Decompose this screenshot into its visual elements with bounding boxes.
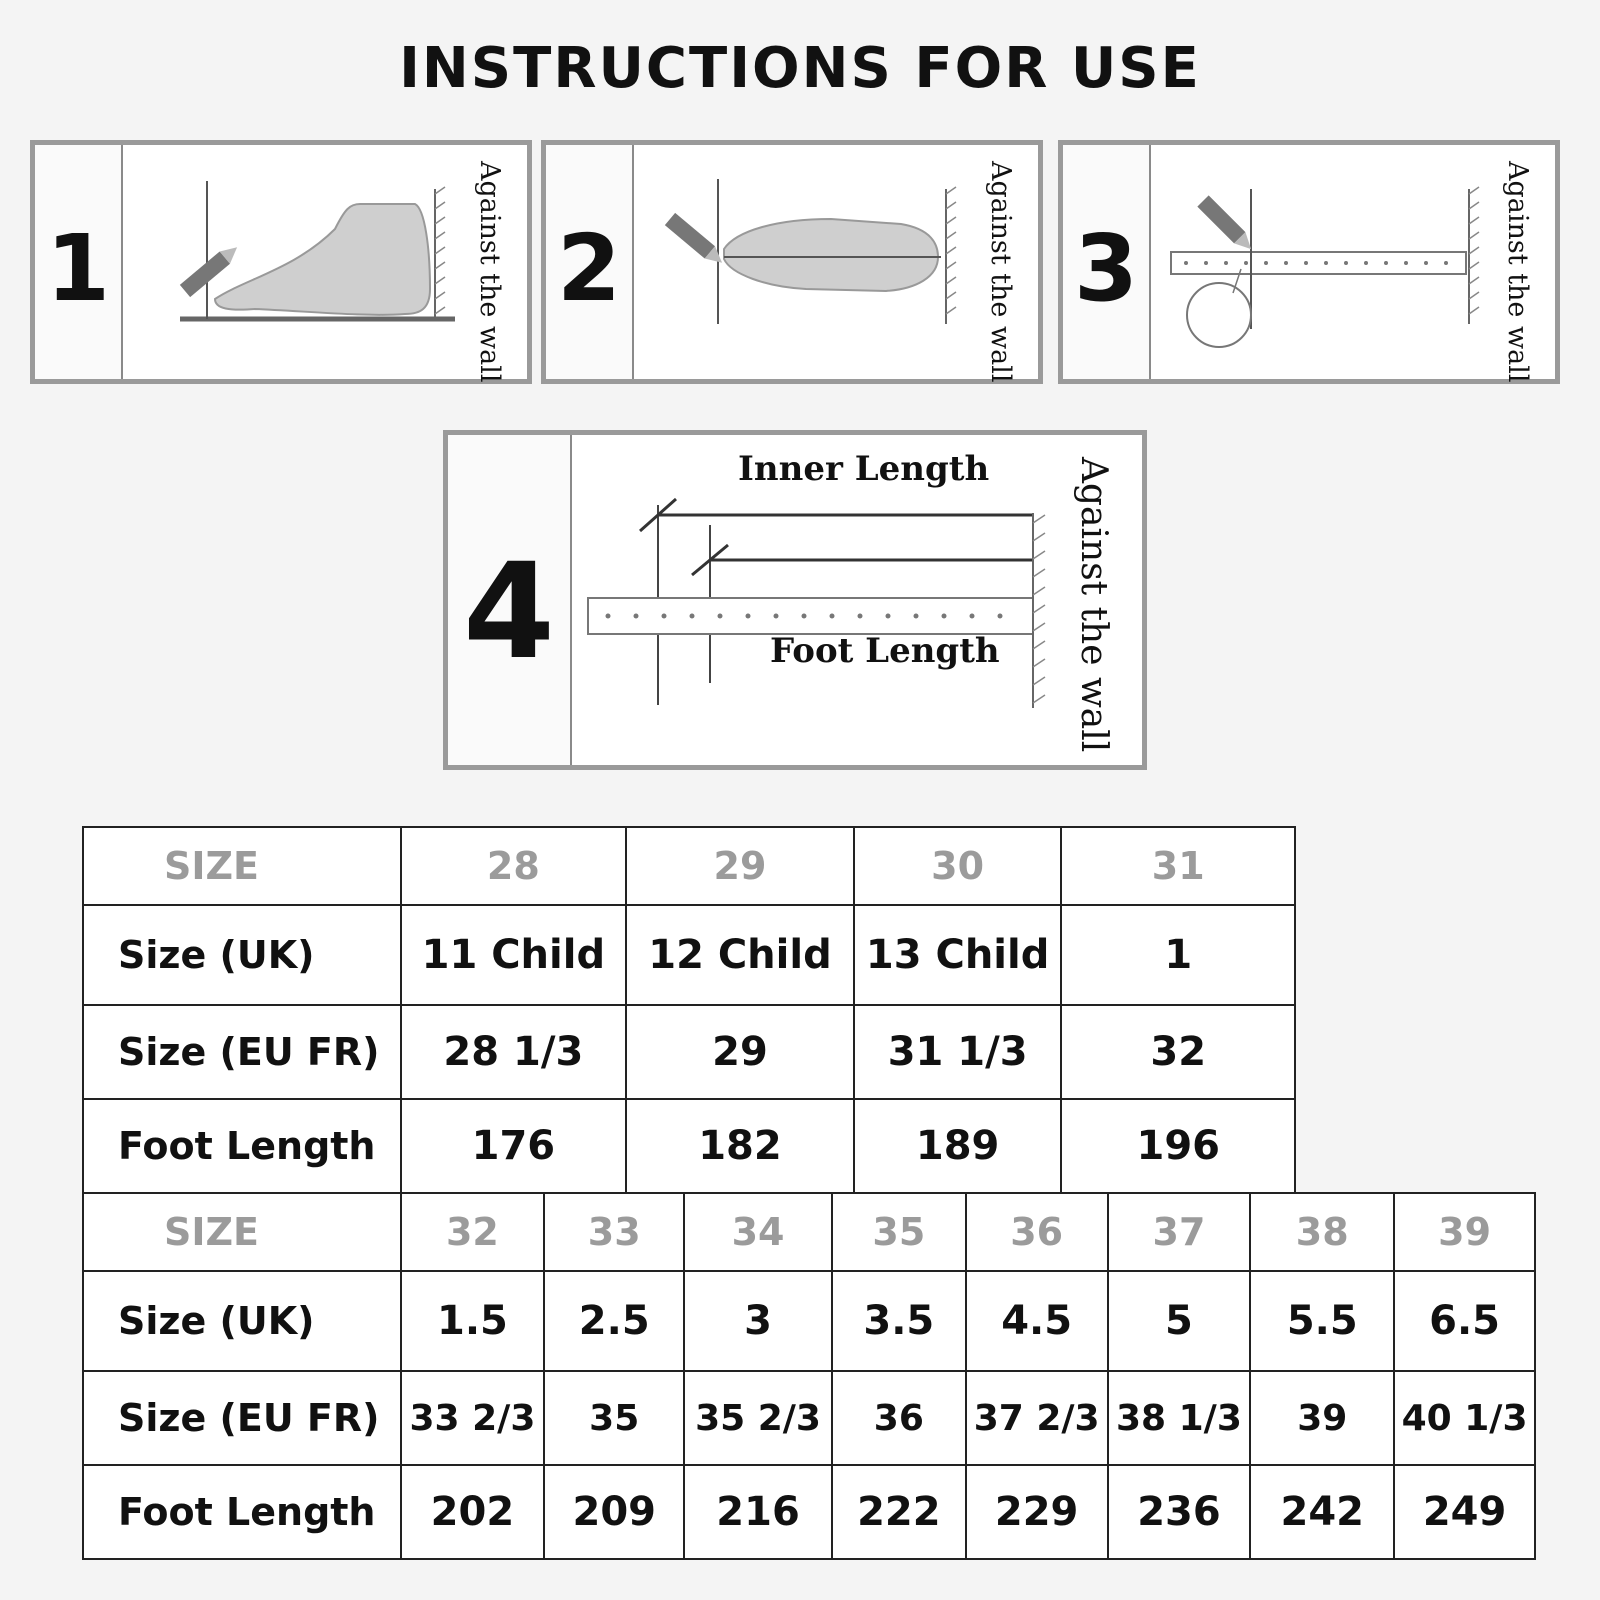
step-3-panel (1058, 140, 1560, 384)
step-number-column (448, 435, 572, 765)
size-cell: 34 (684, 1193, 832, 1271)
step-4-panel (443, 430, 1147, 770)
table-row (83, 1271, 1535, 1371)
size-cell: 37 (1108, 1193, 1251, 1271)
size-cell: 39 (1394, 1193, 1535, 1271)
step-number: 3 (1073, 215, 1138, 322)
inner-length-label: Inner Length (738, 449, 990, 489)
table-cell: 222 (832, 1465, 966, 1559)
table-cell: 4.5 (966, 1271, 1108, 1371)
table-cell: 13 Child (854, 905, 1062, 1005)
foot-top-view-illustration (656, 149, 996, 379)
step-number: 1 (45, 215, 110, 322)
table-row (83, 1099, 1295, 1193)
table-cell: 11 Child (401, 905, 627, 1005)
table-cell: 32 (1061, 1005, 1295, 1099)
size-cell: 28 (401, 827, 627, 905)
table-cell: 202 (401, 1465, 545, 1559)
table-cell: 242 (1250, 1465, 1394, 1559)
table-header-row (83, 827, 1295, 905)
page-title: INSTRUCTIONS FOR USE (399, 36, 1201, 101)
size-table-2 (82, 1192, 1536, 1560)
table-cell: 40 1/3 (1394, 1371, 1535, 1465)
table-cell: 1.5 (401, 1271, 545, 1371)
step-number: 2 (556, 215, 621, 322)
table-cell: 1 (1061, 905, 1295, 1005)
table-cell: 29 (626, 1005, 854, 1099)
row-label: Size (EU FR) (83, 1005, 401, 1099)
step-number-column (546, 145, 634, 379)
step-2-panel (541, 140, 1043, 384)
ruler-measure-illustration (1161, 149, 1501, 379)
table-cell: 196 (1061, 1099, 1295, 1193)
table-row (83, 1465, 1535, 1559)
table-cell: 2.5 (544, 1271, 684, 1371)
table-cell: 38 1/3 (1108, 1371, 1251, 1465)
size-cell: 30 (854, 827, 1062, 905)
size-cell: 36 (966, 1193, 1108, 1271)
table-cell: 236 (1108, 1465, 1251, 1559)
table-cell: 37 2/3 (966, 1371, 1108, 1465)
table-cell: 35 2/3 (684, 1371, 832, 1465)
row-label: Size (UK) (83, 1271, 401, 1371)
table-cell: 28 1/3 (401, 1005, 627, 1099)
foot-side-view-illustration (145, 149, 485, 379)
table-cell: 12 Child (626, 905, 854, 1005)
pencil-icon (1197, 195, 1256, 254)
wall-label: Against the wall (985, 161, 1016, 383)
table-cell: 33 2/3 (401, 1371, 545, 1465)
table-cell: 3 (684, 1271, 832, 1371)
table-cell: 189 (854, 1099, 1062, 1193)
table-cell: 6.5 (1394, 1271, 1535, 1371)
step-number-column (35, 145, 123, 379)
table-cell: 5.5 (1250, 1271, 1394, 1371)
table-header-row (83, 1193, 1535, 1271)
wall-label: Against the wall (474, 161, 505, 383)
row-label: Foot Length (83, 1099, 401, 1193)
row-label: Size (UK) (83, 905, 401, 1005)
table-cell: 216 (684, 1465, 832, 1559)
wall-label: Against the wall (1502, 161, 1533, 383)
size-cell: 31 (1061, 827, 1295, 905)
table-cell: 249 (1394, 1465, 1535, 1559)
step-number-column (1063, 145, 1151, 379)
row-label: SIZE (83, 1193, 401, 1271)
table-cell: 3.5 (832, 1271, 966, 1371)
table-cell: 35 (544, 1371, 684, 1465)
table-row (83, 1371, 1535, 1465)
table-cell: 31 1/3 (854, 1005, 1062, 1099)
table-cell: 36 (832, 1371, 966, 1465)
row-label: Size (EU FR) (83, 1371, 401, 1465)
size-cell: 33 (544, 1193, 684, 1271)
table-cell: 39 (1250, 1371, 1394, 1465)
step-1-panel (30, 140, 532, 384)
wall-label: Against the wall (1073, 457, 1114, 753)
row-label: SIZE (83, 827, 401, 905)
table-cell: 229 (966, 1465, 1108, 1559)
row-label: Foot Length (83, 1465, 401, 1559)
size-cell: 29 (626, 827, 854, 905)
step-number: 4 (463, 535, 555, 689)
table-cell: 5 (1108, 1271, 1251, 1371)
table-row (83, 905, 1295, 1005)
inner-length-diagram (578, 443, 1048, 763)
table-cell: 209 (544, 1465, 684, 1559)
size-cell: 32 (401, 1193, 545, 1271)
size-cell: 38 (1250, 1193, 1394, 1271)
table-cell: 176 (401, 1099, 627, 1193)
size-cell: 35 (832, 1193, 966, 1271)
table-row (83, 1005, 1295, 1099)
foot-length-label: Foot Length (770, 631, 1000, 671)
table-cell: 182 (626, 1099, 854, 1193)
size-table-1 (82, 826, 1296, 1194)
